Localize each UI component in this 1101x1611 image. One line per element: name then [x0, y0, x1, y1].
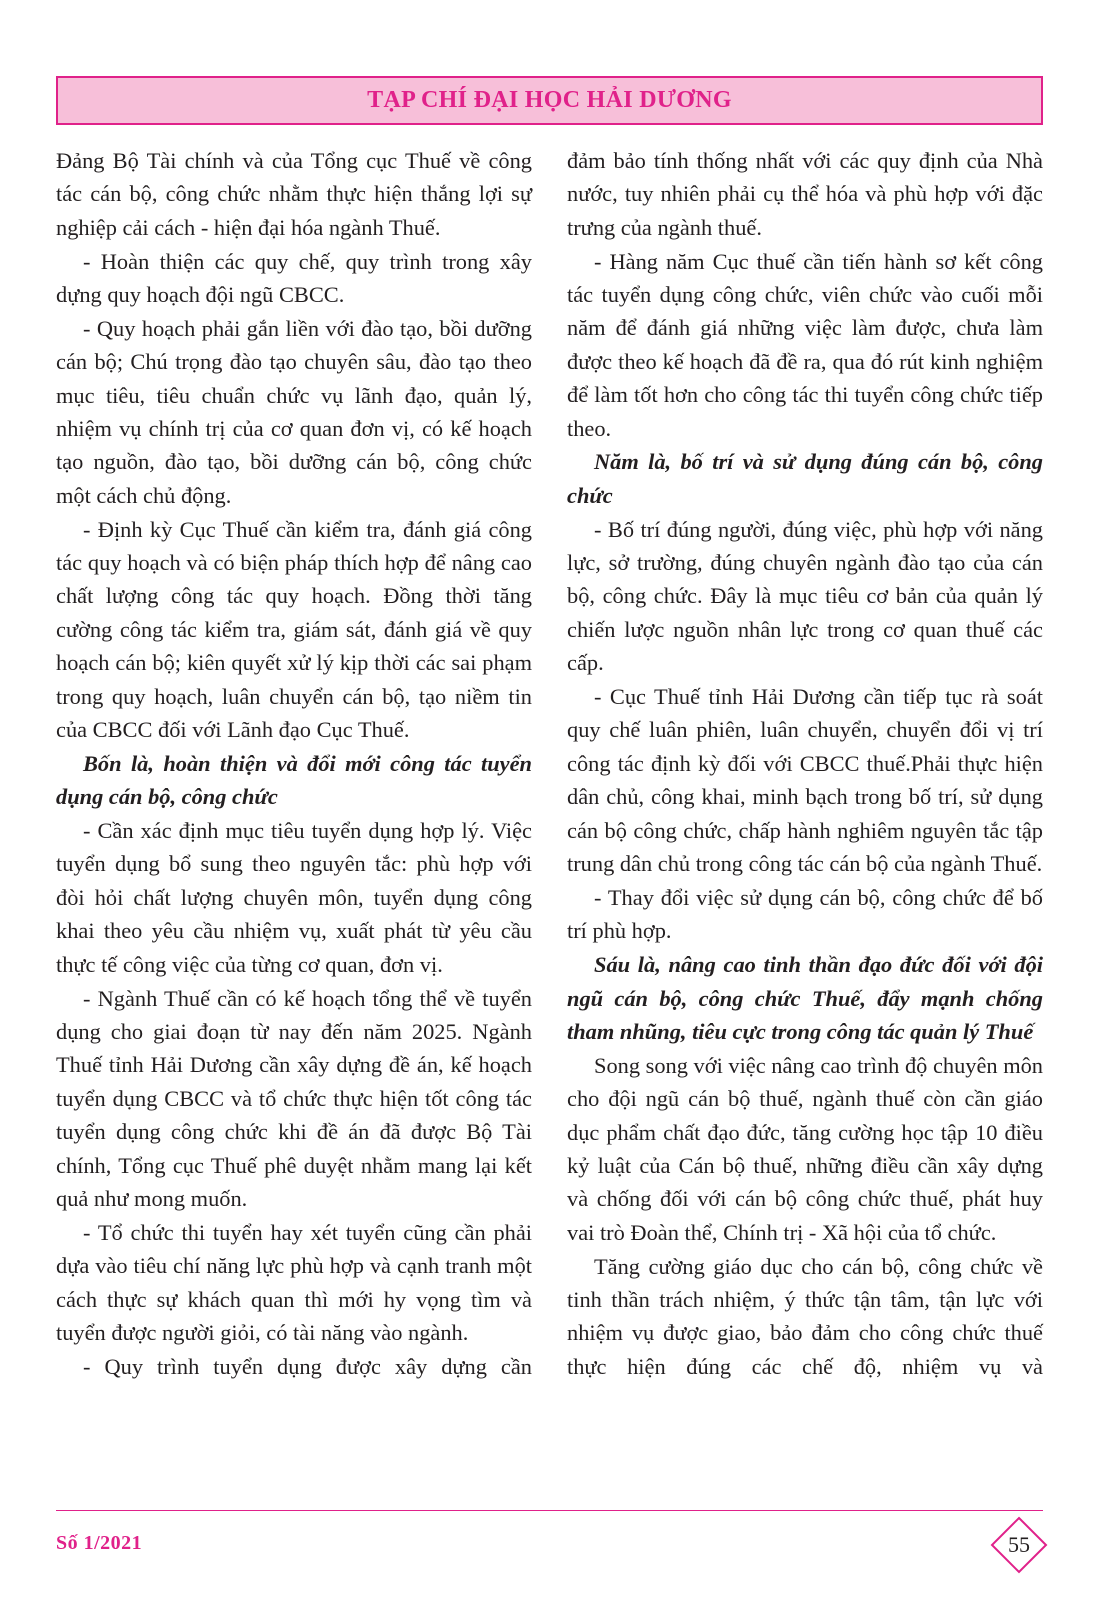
- paragraph: - Cần xác định mục tiêu tuyển dụng hợp lý. Việc tuyển dụng bổ sung theo nguyên tắc: phù hợp với đòi hỏi chất lượng chuyên môn, tuyển dụng công khai theo yêu cầu nhiệm vụ, xuất phát từ yêu cầu thực tế công việc của từng cơ quan, đơn vị.: [56, 818, 532, 977]
- paragraph: - Thay đổi việc sử dụng cán bộ, công chức để bố trí phù hợp.: [567, 884, 1043, 944]
- journal-title: TẠP CHÍ ĐẠI HỌC HẢI DƯƠNG: [367, 87, 732, 113]
- footer-rule: [56, 1510, 1043, 1511]
- paragraph: - Định kỳ Cục Thuế cần kiểm tra, đánh giá công tác quy hoạch và có biện pháp thích hợp để nâng cao chất lượng công tác quy hoạch. Đồng thời tăng cường công tác kiểm tra, giám sát, đánh giá về quy hoạch cán bộ; kiên quyết xử lý kịp thời các sai phạm trong quy hoạch, luân chuyển cán bộ, tạo niềm tin của CBCC đối với Lãnh đạo Cục Thuế.: [56, 516, 532, 743]
- page-number: 55: [1008, 1532, 1030, 1557]
- section-heading: Sáu là, nâng cao tinh thần đạo đức đối với đội ngũ cán bộ, công chức Thuế, đẩy mạnh chống tham nhũng, tiêu cực trong công tác quản lý Thuế: [567, 952, 1043, 1044]
- paragraph: - Quy trình tuyển dụng được xây dựng cần: [83, 1353, 532, 1379]
- paragraph: đảm bảo tính thống nhất với các quy định của Nhà nước, tuy nhiên phải cụ thể hóa và phù hợp với đặc trưng của ngành thuế.: [567, 148, 1043, 240]
- section-heading: Năm là, bố trí và sử dụng đúng cán bộ, công chức: [567, 449, 1043, 508]
- left-column: [56, 144, 532, 1384]
- paragraph: - Hoàn thiện các quy chế, quy trình trong xây dựng quy hoạch đội ngũ CBCC.: [56, 248, 532, 308]
- paragraph: Song song với việc nâng cao trình độ chuyên môn cho đội ngũ cán bộ thuế, ngành thuế còn cần giáo dục phẩm chất đạo đức, tăng cường học tập 10 điều kỷ luật của Cán bộ thuế, những điều cần xây dựng và chống đối với cán bộ công chức thuế, phát huy vai trò Đoàn thể, Chính trị - Xã hội của tổ chức.: [567, 1052, 1044, 1245]
- paragraph: Tăng cường giáo dục cho cán bộ, công chức về tinh thần trách nhiệm, ý thức tận tâm, tận lực với nhiệm vụ được giao, bảo đảm cho công chức thuế thực hiện đúng các chế độ, nhiệm vụ và: [567, 1253, 1043, 1379]
- paragraph: Đảng Bộ Tài chính và của Tổng cục Thuế về công tác cán bộ, công chức nhằm thực hiện thắng lợi sự nghiệp cải cách - hiện đại hóa ngành Thuế.: [56, 148, 532, 240]
- right-column: [567, 144, 1043, 1384]
- paragraph: - Cục Thuế tỉnh Hải Dương cần tiếp tục rà soát quy chế luân phiên, luân chuyển, chuyển đổi vị trí công tác định kỳ đối với CBCC thuế.Phải thực hiện dân chủ, công khai, minh bạch trong bố trí, sử dụng cán bộ công chức, chấp hành nghiêm nguyên tắc tập trung dân chủ trong công tác cán bộ của ngành Thuế.: [567, 684, 1043, 877]
- paragraph: - Ngành Thuế cần có kế hoạch tổng thể về tuyển dụng cho giai đoạn từ nay đến năm 2025. Ngành Thuế tỉnh Hải Dương cần xây dựng đề án, kế hoạch tuyển dụng CBCC và tổ chức thực hiện tốt công tác tuyển dụng công chức khi đề án đã được Bộ Tài chính, Tổng cục Thuế phê duyệt nhằm mang lại kết quả như mong muốn.: [56, 985, 532, 1211]
- paragraph: - Hàng năm Cục thuế cần tiến hành sơ kết công tác tuyển dụng công chức, viên chức vào cuối mỗi năm để đánh giá những việc làm được, chưa làm được theo kế hoạch đã đề ra, qua đó rút kinh nghiệm để làm tốt hơn cho công tác thi tuyển công chức tiếp theo.: [567, 248, 1043, 441]
- issue-number: Số 1/2021: [56, 1532, 143, 1554]
- paragraph: - Quy hoạch phải gắn liền với đào tạo, bồi dưỡng cán bộ; Chú trọng đào tạo chuyên sâu, đào tạo theo mục tiêu, tiêu chuẩn chức vụ lãnh đạo, quản lý, nhiệm vụ chính trị của cơ quan đơn vị, có kế hoạch tạo nguồn, đào tạo, bồi dưỡng cán bộ, công chức một cách chủ động.: [56, 315, 532, 508]
- paragraph: - Tổ chức thi tuyển hay xét tuyển cũng cần phải dựa vào tiêu chí năng lực phù hợp và cạnh tranh một cách thực sự khách quan thì mới hy vọng tìm và tuyển được người giỏi, có tài năng vào ngành.: [56, 1219, 532, 1345]
- section-heading: Bốn là, hoàn thiện và đổi mới công tác tuyển dụng cán bộ, công chức: [56, 750, 532, 810]
- page-number-badge: [990, 1516, 1048, 1574]
- paragraph: - Bố trí đúng người, đúng việc, phù hợp với năng lực, sở trường, đúng chuyên ngành đào tạo của cán bộ, công chức. Đây là mục tiêu cơ bản của quản lý chiến lược nguồn nhân lực trong cơ quan thuế các cấp.: [567, 516, 1043, 676]
- journal-header: [56, 76, 1043, 125]
